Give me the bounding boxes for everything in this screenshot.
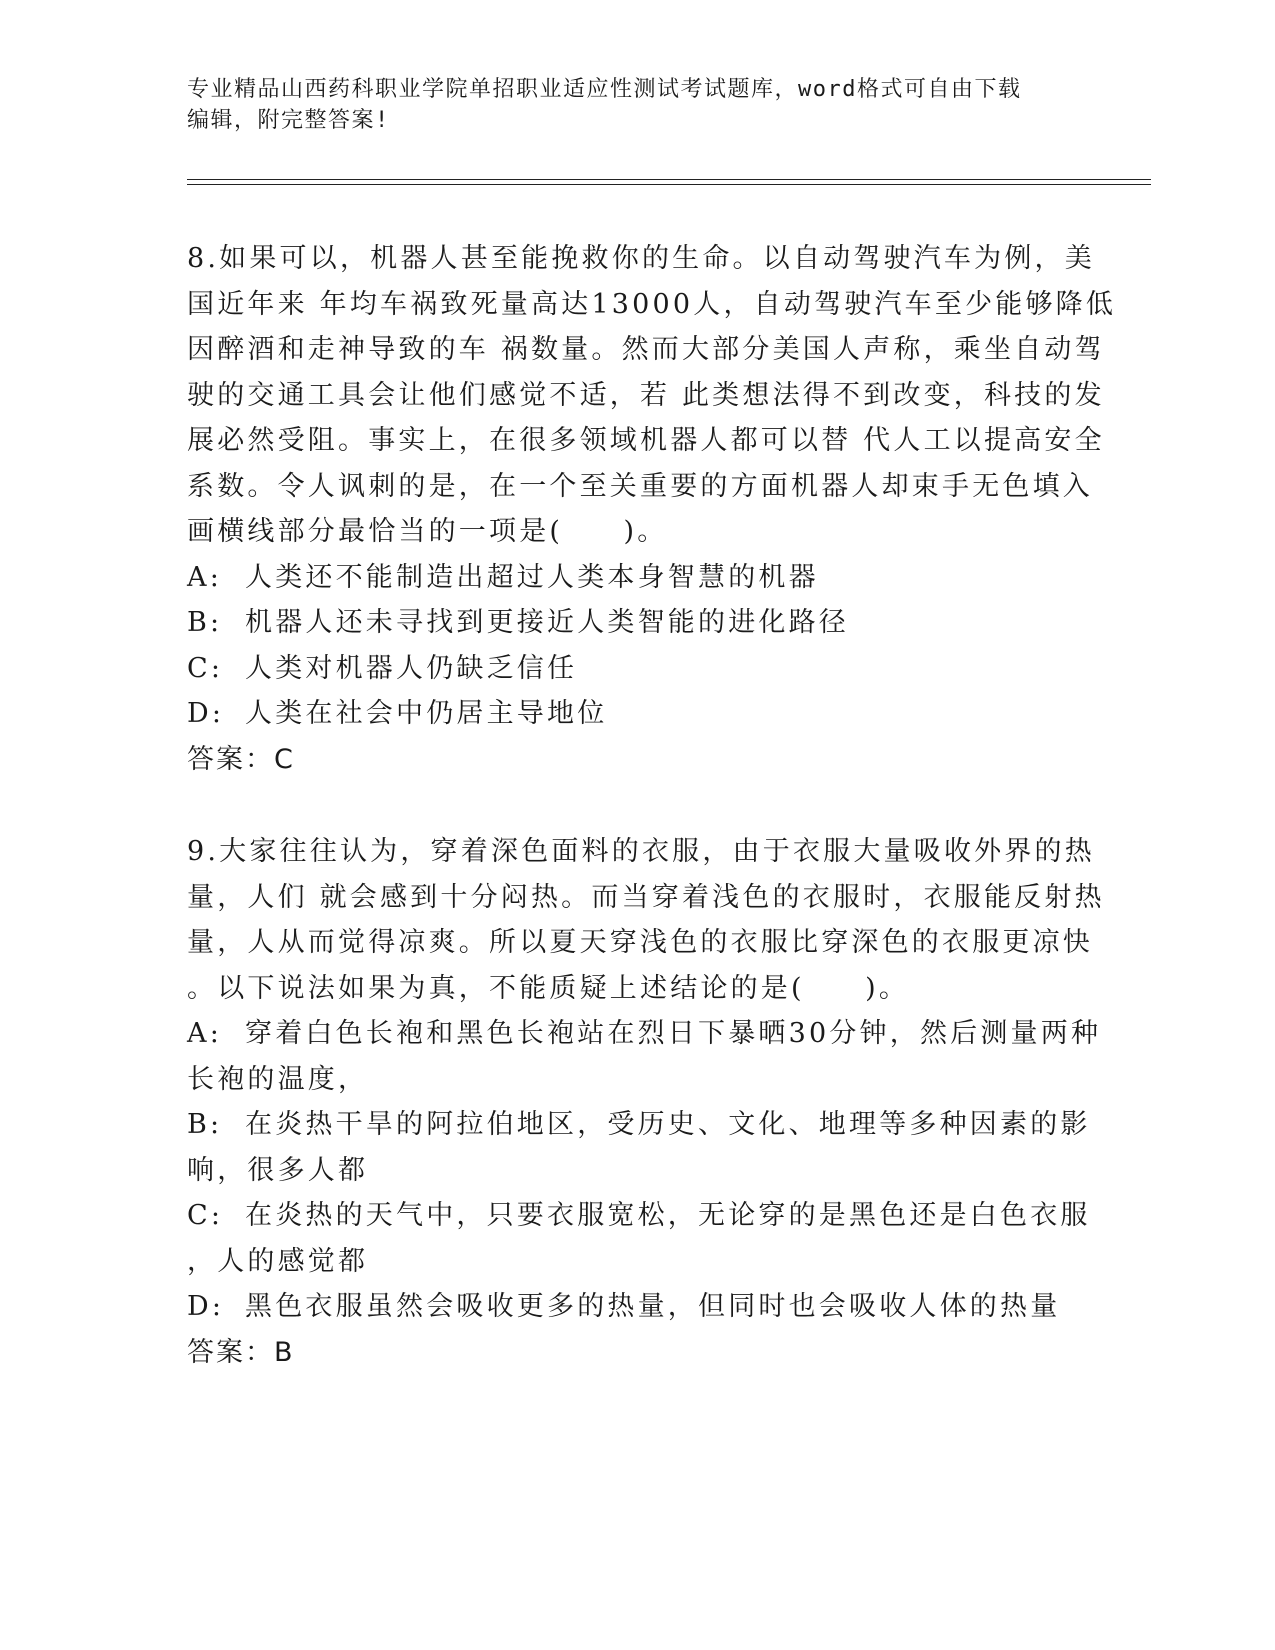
question-9 [187, 829, 1105, 1375]
question-stem-line: 系数。令人讽刺的是，在一个至关重要的方面机器人却束手无色填入 [187, 470, 1093, 502]
option-c [187, 1193, 1091, 1239]
question-stem-line: 画横线部分最恰当的一项是( )。 [187, 516, 668, 547]
question-stem-line: 因醉酒和走神导致的车 祸数量。然而大部分美国人声称，乘坐自动驾 [187, 334, 1105, 365]
header-title-line-1: 专业精品山西药科职业学院单招职业适应性测试考试题库，word格式可自由下载 [187, 77, 1022, 102]
option-letter: B: [187, 1109, 223, 1140]
option-text: 在炎热的天气中，只要衣服宽松，无论穿的是黑色还是白色衣服 [245, 1200, 1091, 1231]
option-text: 在炎热干旱的阿拉伯地区，受历史、文化、地理等多种因素的影 [245, 1109, 1091, 1140]
question-stem-line: 9.大家往往认为，穿着深色面料的衣服，由于衣服大量吸收外界的热 [187, 836, 1095, 867]
option-letter: B: [187, 607, 223, 638]
header-divider-bottom [187, 184, 1151, 185]
option-text: 机器人还未寻找到更接近人类智能的进化路径 [245, 607, 849, 638]
option-text: 人类对机器人仍缺乏信任 [245, 652, 578, 684]
question-stem-line: 量，人们 就会感到十分闷热。而当穿着浅色的衣服时，衣服能反射热 [187, 881, 1105, 913]
option-a-continued: 长袍的温度， [187, 1063, 369, 1095]
option-letter: D: [187, 1291, 225, 1322]
option-letter: D: [187, 698, 225, 729]
option-b-continued: 响，很多人都 [187, 1154, 369, 1186]
option-text: 黑色衣服虽然会吸收更多的热量，但同时也会吸收人体的热量 [245, 1291, 1061, 1322]
option-c [187, 646, 1067, 692]
question-stem-line: 8.如果可以，机器人甚至能挽救你的生命。以自动驾驶汽车为例，美 [187, 243, 1095, 274]
question-stem-line: 国近年来 年均车祸致死量高达13000人，自动驾驶汽车至少能够降低 [187, 288, 1117, 320]
option-text: 人类在社会中仍居主导地位 [245, 698, 608, 729]
option-b [187, 600, 1067, 646]
header-title-line-2: 编辑，附完整答案! [187, 108, 390, 133]
question-stem-line: 量，人从而觉得凉爽。所以夏天穿浅色的衣服比穿深色的衣服更凉快 [187, 927, 1093, 958]
header-divider-top [187, 179, 1151, 180]
option-c-continued: ，人的感觉都 [187, 1245, 369, 1277]
option-d [187, 1284, 1067, 1330]
option-b [187, 1102, 1091, 1148]
option-text: 穿着白色长袍和黑色长袍站在烈日下暴晒30分钟，然后测量两种 [245, 1018, 1102, 1049]
question-stem-line: 展必然受阻。事实上，在很多领域机器人都可以替 代人工以提高安全 [187, 425, 1105, 456]
answer-label: 答案：B [187, 1336, 295, 1368]
question-stem-line: 。以下说法如果为真，不能质疑上述结论的是( )。 [187, 972, 910, 1004]
option-letter: A: [187, 561, 222, 593]
option-a [187, 555, 1067, 601]
option-d [187, 691, 1067, 737]
option-letter: C: [187, 1200, 224, 1231]
question-8 [187, 236, 1117, 782]
option-a [187, 1011, 1102, 1057]
answer-label: 答案：C [187, 743, 295, 775]
option-text: 人类还不能制造出超过人类本身智慧的机器 [245, 561, 819, 593]
question-stem-line: 驶的交通工具会让他们感觉不适，若 此类想法得不到改变，科技的发 [187, 379, 1105, 411]
option-letter: A: [187, 1018, 222, 1049]
option-letter: C: [187, 652, 224, 684]
document-header [187, 74, 1067, 136]
